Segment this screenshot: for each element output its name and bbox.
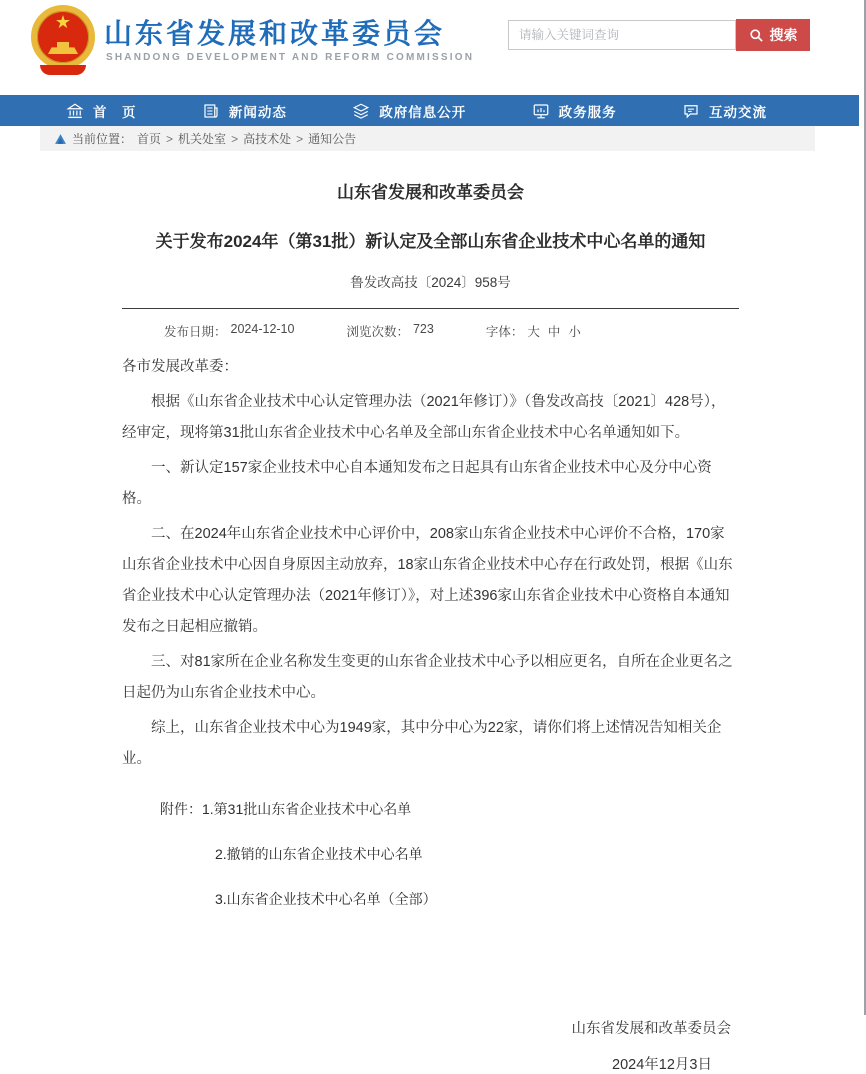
search-button[interactable] xyxy=(736,19,810,51)
search-bar xyxy=(508,19,810,51)
breadcrumb-separator: > xyxy=(296,131,304,146)
attachment-row xyxy=(215,889,739,909)
search-input[interactable] xyxy=(508,20,736,50)
document-number: 鲁发改高技〔2024〕958号 xyxy=(350,275,511,290)
nav-item-gov-info[interactable] xyxy=(352,101,466,121)
site-title: 山东省发展和改革委员会 xyxy=(104,18,446,49)
emblem-star-icon: ★ xyxy=(54,12,72,32)
attachment-link-1[interactable]: 1.第31批山东省企业技术中心名单 xyxy=(202,801,412,817)
article-body xyxy=(122,352,739,775)
document-title-line2: 关于发布2024年（第31批）新认定及全部山东省企业技术中心名单的通知 xyxy=(155,232,706,251)
title-divider xyxy=(122,308,739,309)
chat-icon xyxy=(682,102,700,120)
font-size-medium[interactable]: 中 xyxy=(547,325,561,339)
nav-item-news[interactable] xyxy=(202,101,287,121)
signature-date: 2024年12月3日 xyxy=(612,1057,712,1073)
breadcrumb-item-home[interactable]: 首页 xyxy=(137,132,162,146)
article-meta xyxy=(122,322,739,340)
attachments-label: 附件： xyxy=(160,801,202,817)
paragraph-3: 二、在2024年山东省企业技术中心评价中，208家山东省企业技术中心评价不合格，170家山东省企业技术中心因自身原因主动放弃，18家山东省企业技术中心存在行政处罚，根据《山东省企业技术中心认定管理办法（2021年修订）》，对上述396家山东省企业技术中心资格自本通知发布之日起相应撤销。 xyxy=(122,526,733,635)
breadcrumb-label: 当前位置： xyxy=(72,132,133,146)
monitor-icon xyxy=(532,102,550,120)
attachment-row xyxy=(215,844,739,864)
location-home-icon xyxy=(54,133,67,145)
paragraph-5: 综上，山东省企业技术中心为1949家，其中分中心为22家，请你们将上述情况告知相关企业。 xyxy=(122,720,722,767)
nav-item-label: 互动交流 xyxy=(709,104,767,120)
nav-item-label: 首 页 xyxy=(93,104,137,120)
national-emblem-logo xyxy=(31,5,95,69)
document-title-line1: 山东省发展和改革委员会 xyxy=(337,183,524,202)
nav-item-interaction[interactable] xyxy=(682,101,767,121)
search-button-label: 搜索 xyxy=(769,27,798,43)
publish-date-label: 发布日期： xyxy=(164,325,227,339)
main-navbar xyxy=(0,95,859,126)
emblem-ribbon xyxy=(40,65,86,75)
publish-date-value: 2024-12-10 xyxy=(230,322,295,336)
signature-block xyxy=(122,1017,739,1074)
news-icon xyxy=(202,102,220,120)
attachment-link-3[interactable]: 3.山东省企业技术中心名单（全部） xyxy=(215,891,437,907)
paragraph-2: 一、新认定157家企业技术中心自本通知发布之日起具有山东省企业技术中心及分中心资格。 xyxy=(122,460,712,507)
view-count-label: 浏览次数： xyxy=(346,325,409,339)
article xyxy=(122,178,739,1074)
bank-icon xyxy=(66,102,84,120)
search-icon xyxy=(749,28,764,43)
salutation: 各市发展改革委： xyxy=(122,359,238,375)
nav-item-home[interactable] xyxy=(66,101,137,121)
font-size-options xyxy=(527,322,581,340)
breadcrumb-separator: > xyxy=(166,131,174,146)
view-count xyxy=(346,322,433,340)
attachment-row xyxy=(160,799,739,819)
breadcrumb-item-notices[interactable]: 通知公告 xyxy=(308,132,357,146)
site-header xyxy=(0,0,864,95)
breadcrumb-item-departments[interactable]: 机关处室 xyxy=(178,132,227,146)
nav-item-label: 新闻动态 xyxy=(228,104,287,120)
signature-org: 山东省发展和改革委员会 xyxy=(571,1021,731,1037)
layers-icon xyxy=(352,102,370,120)
publish-date xyxy=(164,322,294,340)
font-size-label: 字体： xyxy=(485,325,524,339)
font-size-control xyxy=(486,322,581,340)
nav-item-label: 政务服务 xyxy=(558,104,617,120)
attachments-section xyxy=(122,799,739,909)
paragraph-4: 三、对81家所在企业名称发生变更的山东省企业技术中心予以相应更名，自所在企业更名之日起仍为山东省企业技术中心。 xyxy=(122,654,733,701)
breadcrumb xyxy=(40,126,815,151)
breadcrumb-item-hightech[interactable]: 高技术处 xyxy=(243,132,292,146)
nav-item-label: 政府信息公开 xyxy=(379,104,467,120)
site-subtitle: SHANDONG DEVELOPMENT AND REFORM COMMISSION xyxy=(106,52,475,63)
view-count-value: 723 xyxy=(412,322,434,336)
attachment-link-2[interactable]: 2.撤销的山东省企业技术中心名单 xyxy=(215,846,423,862)
paragraph-1: 根据《山东省企业技术中心认定管理办法（2021年修订）》（鲁发改高技〔2021〕428号），经审定，现将第31批山东省企业技术中心名单及全部山东省企业技术中心名单通知如下。 xyxy=(122,394,726,441)
emblem-gate-icon xyxy=(48,42,78,54)
nav-item-services[interactable] xyxy=(532,101,617,121)
breadcrumb-separator: > xyxy=(231,131,239,146)
font-size-large[interactable]: 大 xyxy=(527,325,540,339)
font-size-small[interactable]: 小 xyxy=(568,325,581,339)
